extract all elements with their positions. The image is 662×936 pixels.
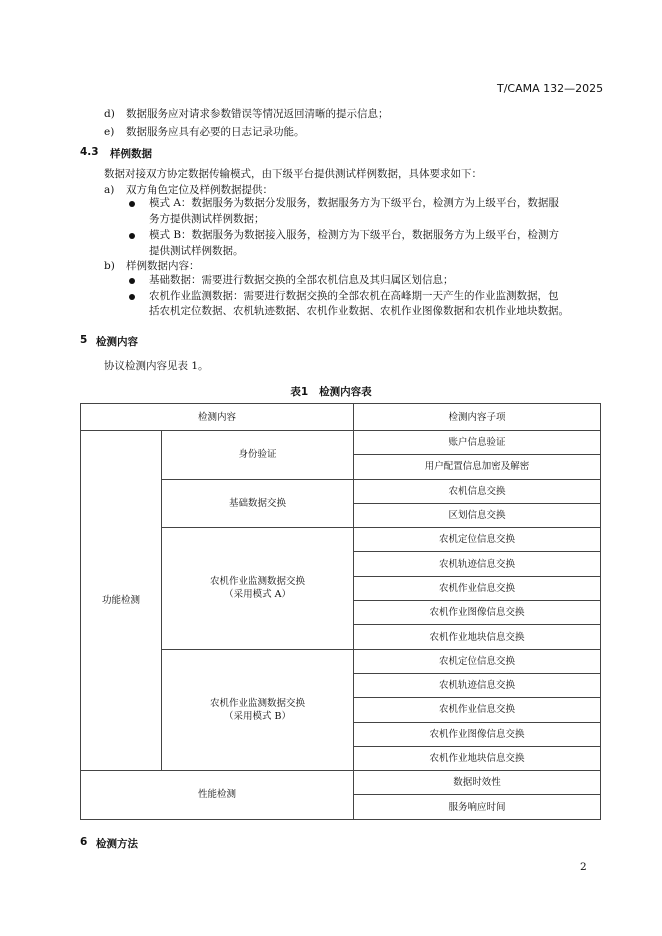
table-cell: 用户配置信息加密及解密 bbox=[354, 455, 601, 479]
mode-a-line1: 模式 A：数据服务为数据分发服务，数据服务方为下级平台，检测方为上级平台，数据服 bbox=[149, 197, 559, 209]
monitor-data-line2: 括农机定位数据、农机轨迹数据、农机作业数据、农机作业图像数据和农机作业地块数据。 bbox=[149, 305, 569, 317]
list-marker-e: e) bbox=[104, 126, 115, 138]
mode-a-line2: 务方提供测试样例数据； bbox=[149, 213, 265, 225]
table-cell: 农机轨迹信息交换 bbox=[354, 552, 601, 576]
table-cell: 农机定位信息交换 bbox=[354, 528, 601, 552]
basic-data-bullet: 基础数据：需要进行数据交换的全部农机信息及其归属区划信息； bbox=[149, 274, 454, 286]
monitor-mode-a-line1: 农机作业监测数据交换 bbox=[210, 576, 306, 588]
monitor-data-line1: 农机作业监测数据：需要进行数据交换的全部农机在高峰期一天产生的作业监测数据，包 bbox=[149, 290, 559, 302]
table-cell: 农机作业地块信息交换 bbox=[354, 746, 601, 770]
table-cell: 农机作业信息交换 bbox=[354, 576, 601, 600]
section-4-3-title: 样例数据 bbox=[110, 148, 152, 160]
table-cell: 账户信息验证 bbox=[354, 431, 601, 455]
performance-test-cell: 性能检测 bbox=[81, 771, 354, 820]
section-4-3-intro: 数据对接双方协定数据传输模式，由下级平台提供测试样例数据，具体要求如下： bbox=[104, 168, 482, 180]
detection-content-table bbox=[80, 403, 601, 820]
table-cell: 农机作业信息交换 bbox=[354, 698, 601, 722]
section-6-number: 6 bbox=[80, 836, 88, 848]
list-item-e: 数据服务应具有必要的日志记录功能。 bbox=[126, 126, 305, 138]
table-cell: 数据时效性 bbox=[354, 771, 601, 795]
list-marker-b: b) bbox=[104, 260, 115, 272]
table-caption-title: 检测内容表 bbox=[319, 386, 372, 398]
list-marker-a: a) bbox=[104, 184, 115, 196]
bullet-dot bbox=[129, 233, 135, 239]
mode-b-line2: 提供测试样例数据。 bbox=[149, 245, 244, 257]
table-cell: 农机定位信息交换 bbox=[354, 649, 601, 673]
table-caption bbox=[0, 384, 662, 399]
identity-verification-cell: 身份验证 bbox=[162, 431, 354, 480]
section-5-number: 5 bbox=[80, 334, 88, 346]
bullet-dot bbox=[129, 294, 135, 300]
list-item-b: 样例数据内容： bbox=[126, 260, 200, 272]
section-6-title: 检测方法 bbox=[96, 838, 138, 850]
basic-data-exchange-cell: 基础数据交换 bbox=[162, 479, 354, 528]
list-item-a: 双方角色定位及样例数据提供： bbox=[126, 184, 273, 196]
monitor-mode-a-line2: （采用模式 A） bbox=[224, 589, 291, 601]
section-5-title: 检测内容 bbox=[96, 336, 138, 348]
table-cell: 农机作业图像信息交换 bbox=[354, 722, 601, 746]
monitor-mode-a-cell bbox=[162, 528, 354, 649]
functional-test-cell: 功能检测 bbox=[81, 431, 162, 771]
list-marker-d: d) bbox=[104, 108, 115, 120]
monitor-mode-b-line2: （采用模式 B） bbox=[224, 710, 292, 722]
table-cell: 农机信息交换 bbox=[354, 479, 601, 503]
list-item-d: 数据服务应对请求参数错误等情况返回清晰的提示信息； bbox=[126, 108, 389, 120]
bullet-dot bbox=[129, 201, 135, 207]
mode-b-line1: 模式 B：数据服务为数据接入服务，检测方为下级平台，数据服务方为上级平台，检测方 bbox=[149, 229, 560, 241]
page-number: 2 bbox=[580, 861, 587, 873]
table-caption-number: 表1 bbox=[290, 386, 309, 398]
bullet-dot bbox=[129, 278, 135, 284]
section-4-3-number: 4.3 bbox=[80, 146, 99, 158]
table-header-subitem: 检测内容子项 bbox=[354, 404, 601, 431]
monitor-mode-b-cell bbox=[162, 649, 354, 770]
table-header-content: 检测内容 bbox=[81, 404, 354, 431]
table-cell: 农机作业地块信息交换 bbox=[354, 625, 601, 649]
table-cell: 服务响应时间 bbox=[354, 795, 601, 819]
table-cell: 区划信息交换 bbox=[354, 503, 601, 527]
section-5-intro: 协议检测内容见表 1。 bbox=[104, 360, 209, 372]
table-cell: 农机作业图像信息交换 bbox=[354, 601, 601, 625]
monitor-mode-b-line1: 农机作业监测数据交换 bbox=[210, 697, 306, 709]
table-cell: 农机轨迹信息交换 bbox=[354, 673, 601, 697]
document-id: T/CAMA 132—2025 bbox=[497, 82, 604, 95]
